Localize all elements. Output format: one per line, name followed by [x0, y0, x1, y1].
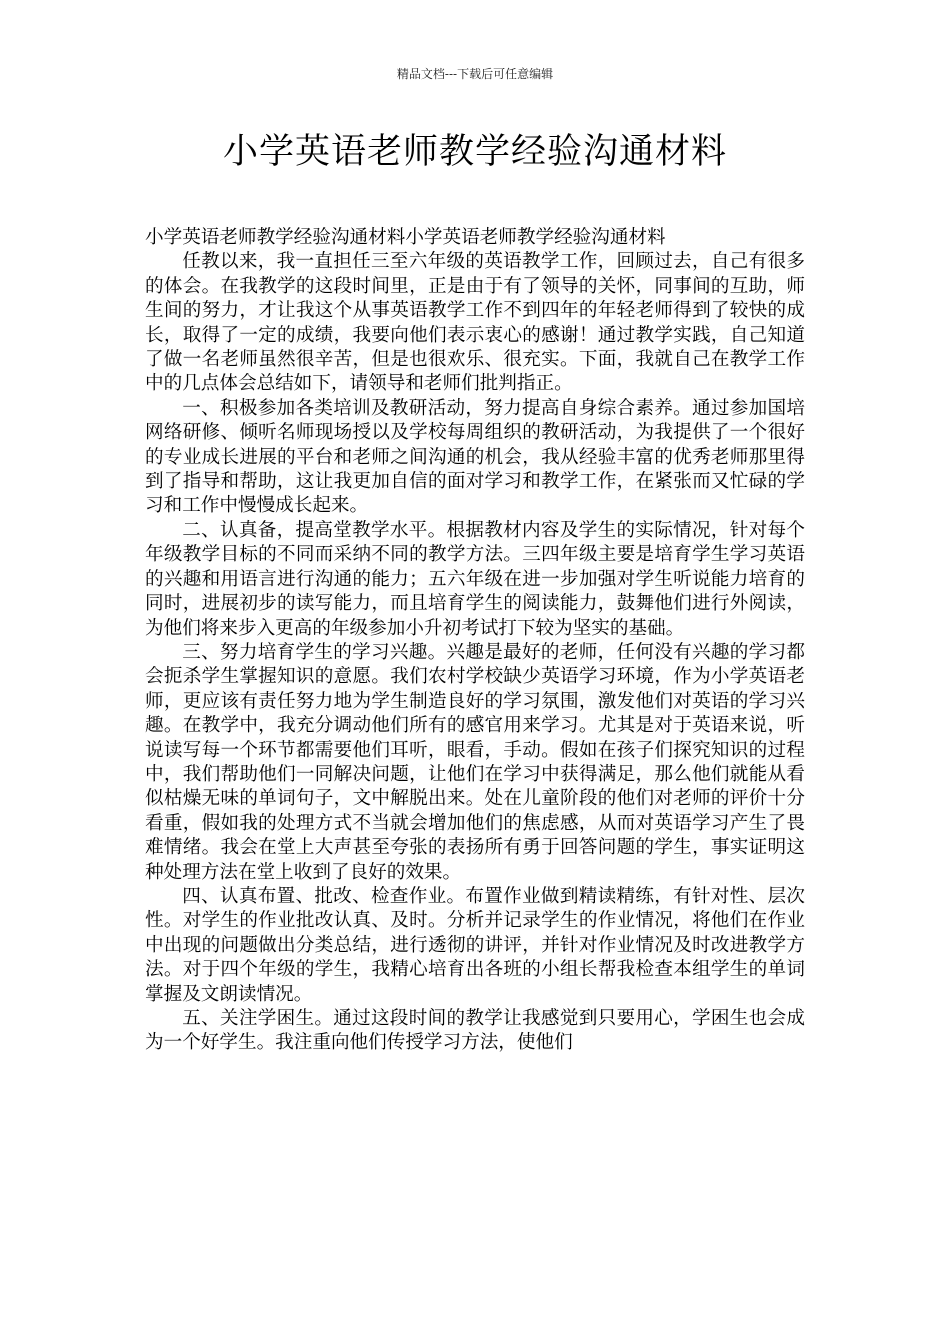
paragraph-intro: 小学英语老师教学经验沟通材料小学英语老师教学经验沟通材料	[145, 227, 666, 248]
document-title: 小学英语老师教学经验沟通材料	[222, 132, 727, 172]
document-body	[145, 226, 805, 1056]
paragraph-overview: 任教以来，我一直担任三至六年级的英语教学工作，回顾过去，自己有很多的体会。在我教学的这段时间里，正是由于有了领导的关怀，同事间的互助，师生间的努力，才让我这个从事英语教学工作不到四年的年轻老师得到了较快的成长，取得了一定的成绩，我要向他们表示衷心的感谢！通过教学实践，自己知道了做一名老师虽然很辛苦，但是也很欢乐、很充实。下面，我就自己在教学工作中的几点体会总结如下，请领导和老师们批判指正。	[145, 251, 805, 395]
header-note: 精品文档---下载后可任意编辑	[396, 67, 554, 81]
paragraph-section-4: 四、认真布置、批改、检查作业。布置作业做到精读精练，有针对性、层次性。对学生的作业批改认真、及时。分析并记录学生的作业情况，将他们在作业中出现的问题做出分类总结，进行透彻的讲评，并针对作业情况及时改进教学方法。对于四个年级的学生，我精心培育出各班的小组长帮我检查本组学生的单词掌握及文朗读情况。	[145, 885, 805, 1005]
paragraph-section-5: 五、关注学困生。通过这段时间的教学让我感觉到只要用心，学困生也会成为一个好学生。我注重向他们传授学习方法，使他们	[145, 1008, 805, 1054]
paragraph-section-1: 一、积极参加各类培训及教研活动，努力提高自身综合素养。通过参加国培网络研修、倾听名师现场授以及学校每周组织的教研活动，为我提供了一个很好的专业成长进展的平台和老师之间沟通的机会，我从经验丰富的优秀老师那里得到了指导和帮助，这让我更加自信的面对学习和教学工作，在紧张而又忙碌的学习和工作中慢慢成长起来。	[145, 397, 805, 517]
paragraph-section-2: 二、认真备，提高堂教学水平。根据教材内容及学生的实际情况，针对每个年级教学目标的不同而采纳不同的教学方法。三四年级主要是培育学生学习英语的兴趣和用语言进行沟通的能力；五六年级在进一步加强对学生听说能力培育的同时，进展初步的读写能力，而且培育学生的阅读能力，鼓舞他们进行外阅读，为他们将来步入更高的年级参加小升初考试打下较为坚实的基础。	[145, 519, 805, 639]
paragraph-section-3: 三、努力培育学生的学习兴趣。兴趣是最好的老师，任何没有兴趣的学习都会扼杀学生掌握知识的意愿。我们农村学校缺少英语学习环境，作为小学英语老师，更应该有责任努力地为学生制造良好的学习氛围，激发他们对英语的学习兴趣。在教学中，我充分调动他们所有的感官用来学习。尤其是对于英语来说，听说读写每一个环节都需要他们耳听，眼看，手动。假如在孩子们探究知识的过程中，我们帮助他们一同解决问题，让他们在学习中获得满足，那么他们就能从看似枯燥无味的单词句子，文中解脱出来。处在儿童阶段的他们对老师的评价十分看重，假如我的处理方式不当就会增加他们的焦虑感，从而对英语学习产生了畏难情绪。我会在堂上大声甚至夸张的表扬所有勇于回答问题的学生，事实证明这种处理方法在堂上收到了良好的效果。	[145, 641, 805, 883]
